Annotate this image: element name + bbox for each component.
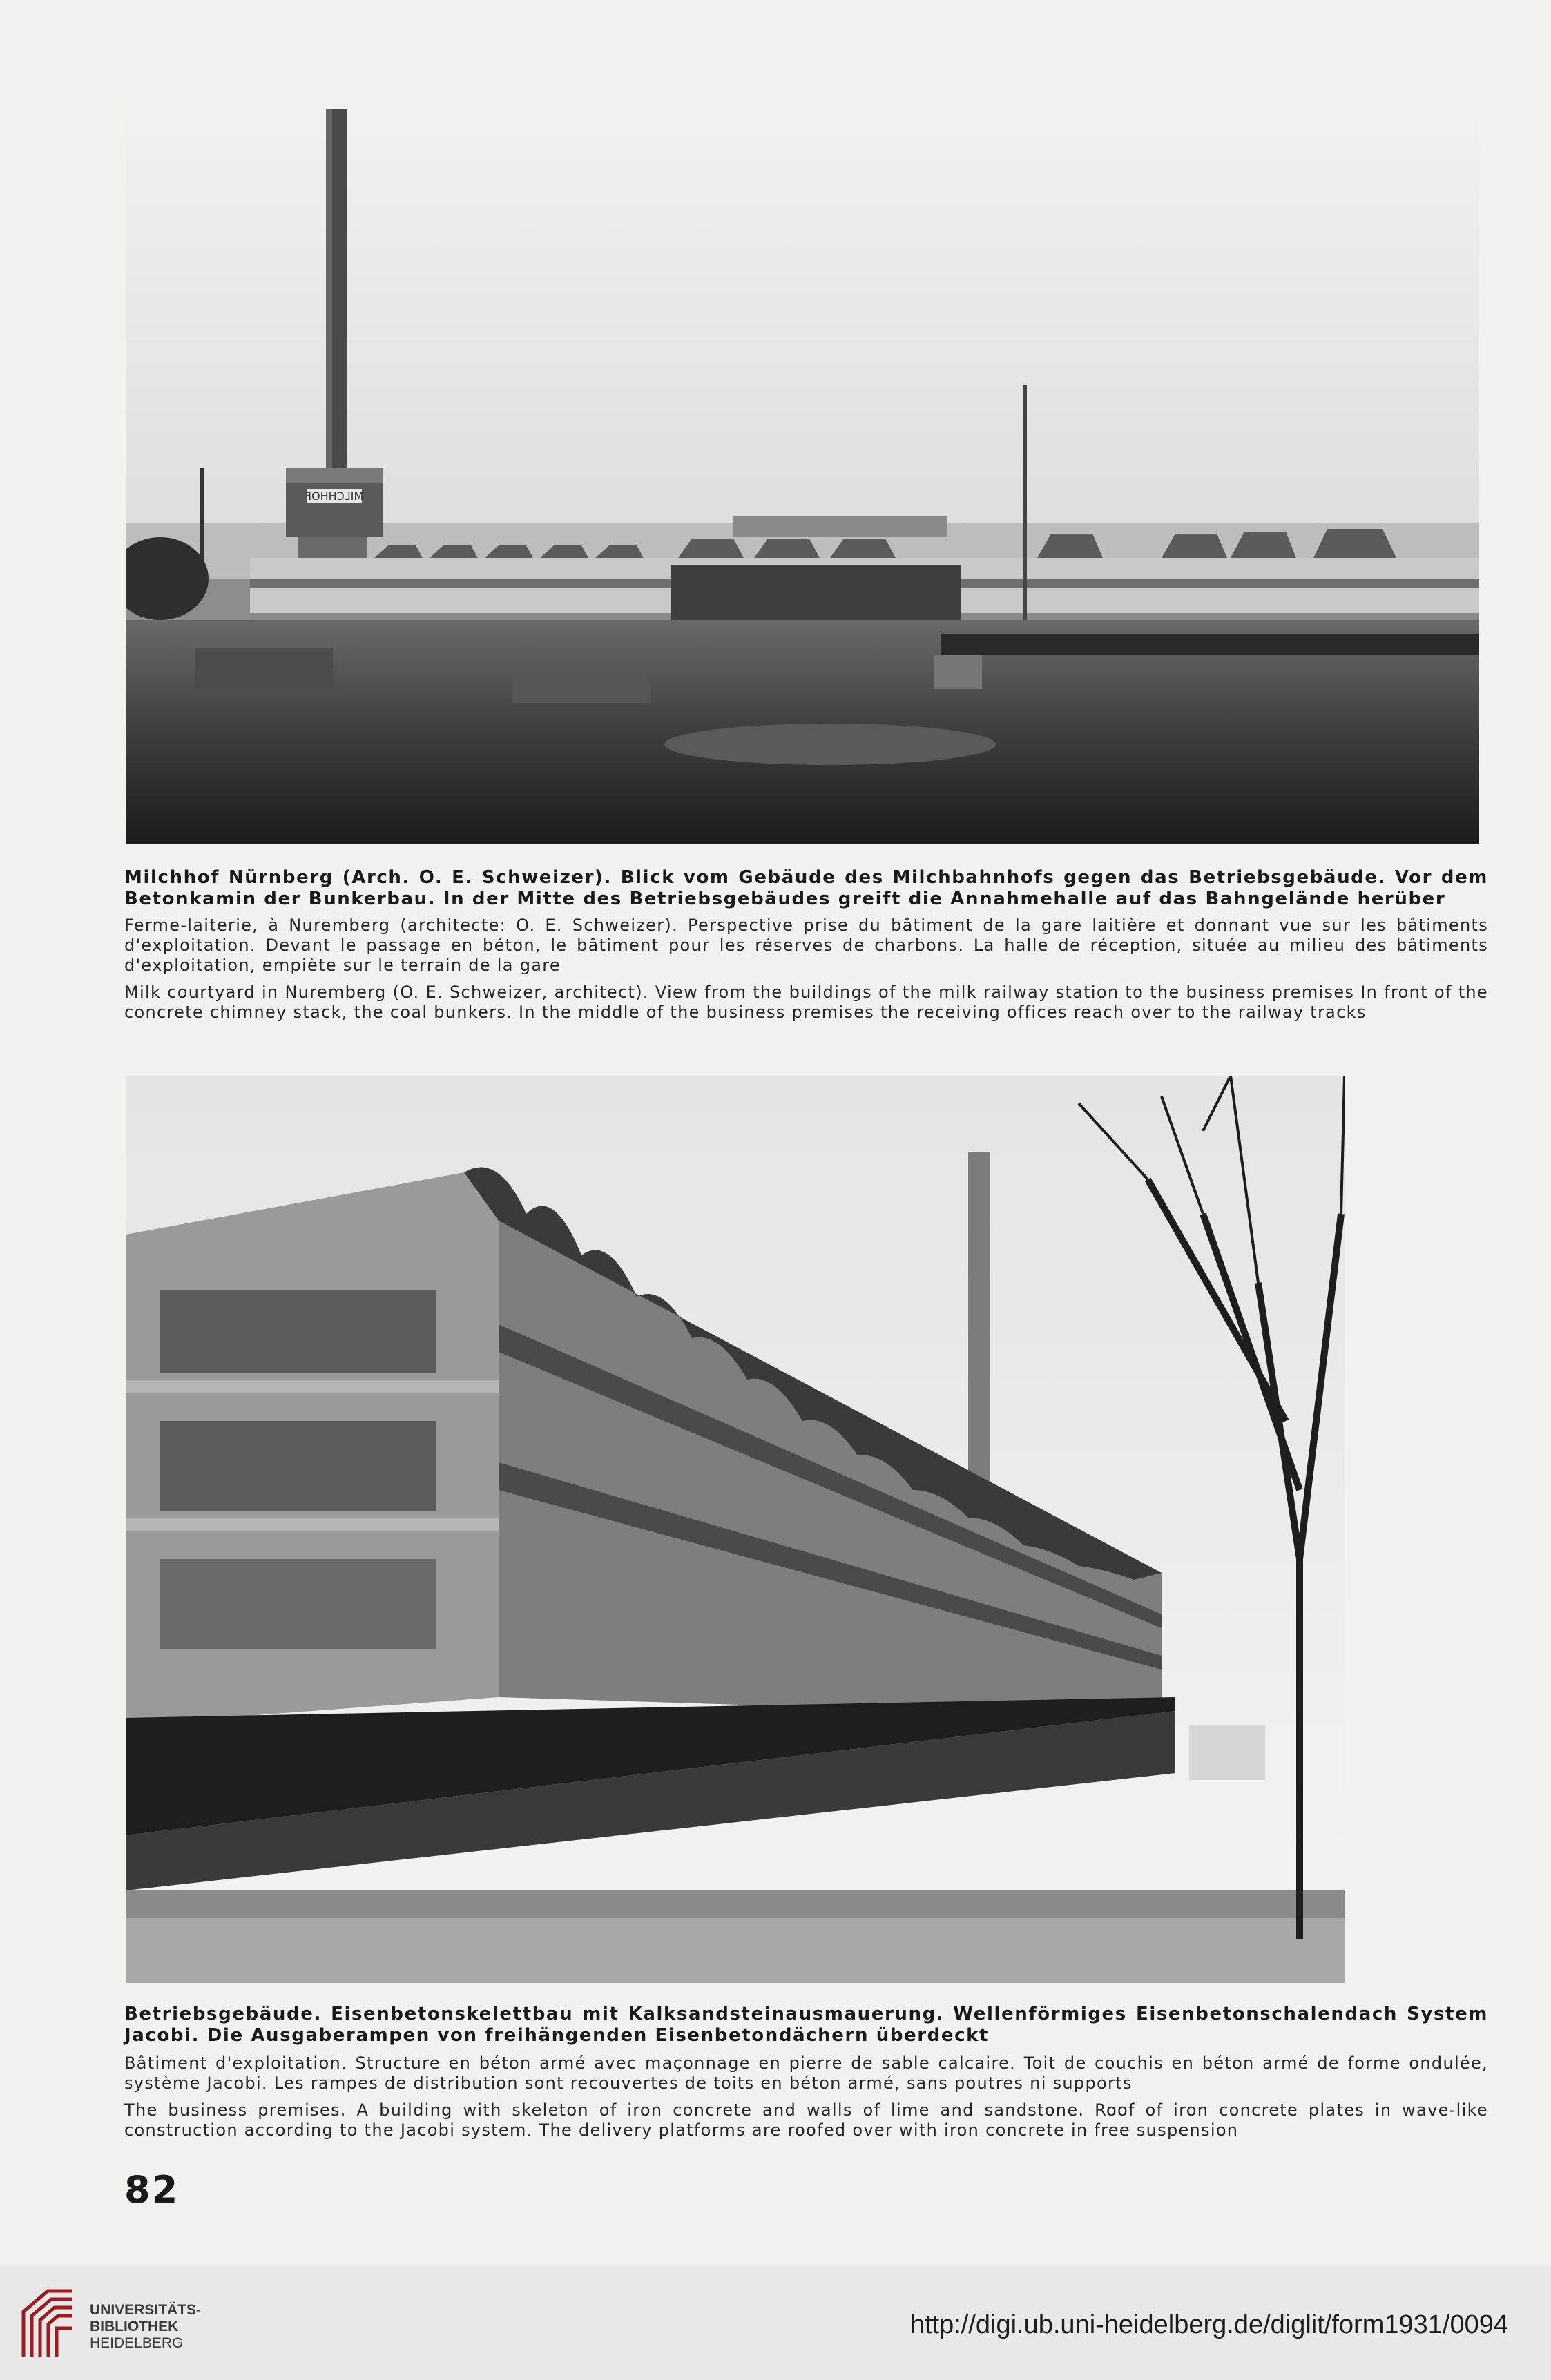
digitization-footer [0, 2266, 1551, 2380]
caption-german: Betriebsgebäude. Eisenbetonskelettbau mit Kalksandsteinausmauerung. Wellenförmiges Eisenbetonschalendach System Jacobi. Die Ausgaberampen von freihängenden Eisenbetondächern überdeckt [124, 2004, 1488, 2046]
library-line-3: HEIDELBERG [90, 2335, 184, 2351]
ub-heidelberg-logo-icon[interactable] [17, 2284, 93, 2363]
caption-french: Ferme-laiterie, à Nuremberg (architecte: O. E. Schweizer). Perspective prise du bâtiment de la gare laitière et donnant vue sur les bâtiments d'exploitation. Devant le passage en béton, le bâtiment pour les réserves de charbons. La halle de réception, située au milieu des bâtiments d'exploitation, empiète sur le terrain de la gare [124, 916, 1488, 975]
caption-english: The business premises. A building with skeleton of iron concrete and walls of lime and sandstone. Roof of iron concrete plates in wave-like construction according to the Jacobi system. The delivery platforms are roofed over with iron concrete in free suspension [124, 2100, 1488, 2140]
caption-figure-1 [124, 867, 1488, 1029]
photo-business-premises [126, 1076, 1345, 1983]
library-name [90, 2302, 201, 2352]
library-line-2: BIBLIOTHEK [90, 2319, 179, 2334]
source-url-link[interactable]: http://digi.ub.uni-heidelberg.de/diglit/form1931/0094 [909, 2310, 1508, 2339]
tower-sign-text: MILCHHOF [305, 490, 364, 503]
caption-figure-2 [124, 2004, 1488, 2147]
caption-french: Bâtiment d'exploitation. Structure en béton armé avec maçonnage en pierre de sable calcaire. Toit de couchis en béton armé de forme ondulée, système Jacobi. Les rampes de distribution sont recouvertes de toits en béton armé, sans poutres ni supports [124, 2053, 1488, 2093]
library-line-1: UNIVERSITÄTS- [90, 2302, 202, 2318]
caption-german: Milchhof Nürnberg (Arch. O. E. Schweizer). Blick vom Gebäude des Milchbahnhofs gegen das Betriebsgebäude. Vor dem Betonkamin der Bunkerbau. In der Mitte des Betriebsgebäudes greift die Annahmehalle auf das Bahngelände herüber [124, 867, 1488, 909]
caption-english: Milk courtyard in Nuremberg (O. E. Schweizer, architect). View from the buildings of the milk railway station to the business premises In front of the concrete chimney stack, the coal bunkers. In the middle of the business premises the receiving offices reach over to the railway tracks [124, 983, 1488, 1022]
page-number: 82 [124, 2168, 180, 2212]
photo-milchhof-panorama [126, 81, 1479, 844]
